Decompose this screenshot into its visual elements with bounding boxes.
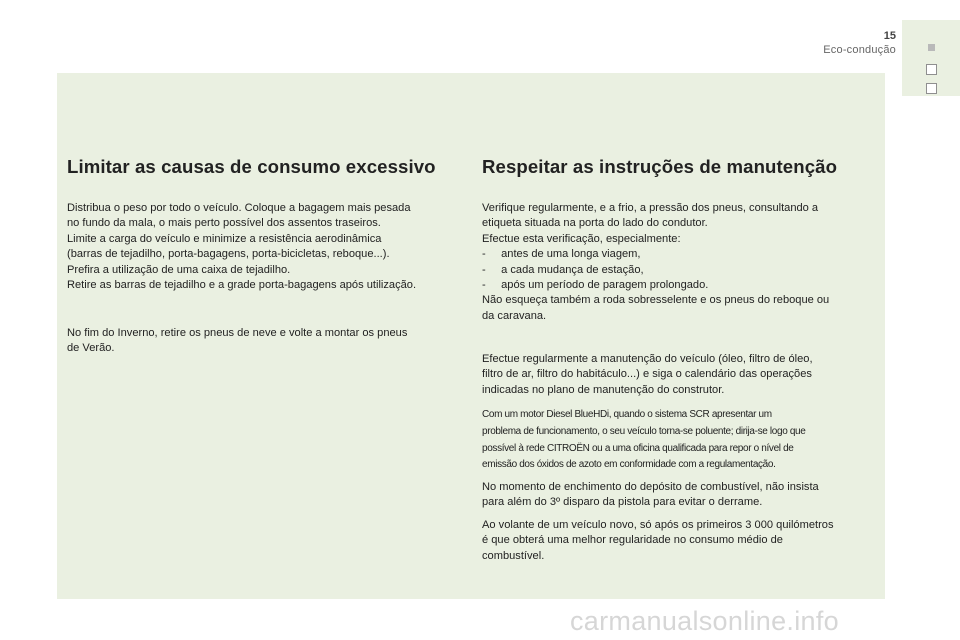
text-line: indicadas no plano de manutenção do construtor. xyxy=(482,383,725,396)
list-item: - após um período de paragem prolongado. xyxy=(482,279,709,292)
text-line: Distribua o peso por todo o veículo. Coloque a bagagem mais pesada xyxy=(67,202,411,214)
tab-marker-empty xyxy=(926,64,937,75)
paragraph xyxy=(67,326,407,357)
text-line: Com um motor Diesel BlueHDi, quando o sistema SCR apresentar um xyxy=(482,409,772,420)
text-line: problema de funcionamento, o seu veículo torna-se poluente; dirija-se logo que xyxy=(482,425,806,437)
text-line: (barras de tejadilho, porta-bagagens, porta-bicicletas, reboque...). xyxy=(67,248,390,261)
text-line: Prefira a utilização de uma caixa de tejadilho. xyxy=(67,263,291,276)
text-line: etiqueta situada na porta do lado do condutor. xyxy=(482,217,708,230)
text-line: de Verão. xyxy=(67,342,115,355)
section-label: Eco-condução xyxy=(823,44,896,56)
text-line: emissão dos óxidos de azoto em conformidade com a regulamentação. xyxy=(482,459,776,471)
text-line: combustível. xyxy=(482,549,545,562)
paragraph xyxy=(482,201,829,324)
text-line: no fundo da mala, o mais perto possível dos assentos traseiros. xyxy=(67,217,381,230)
text-line: para além do 3º disparo da pistola para evitar o derrame. xyxy=(482,496,763,509)
text-line: possível à rede CITROËN ou a uma oficina qualificada para repor o nível de xyxy=(482,442,794,454)
paragraph xyxy=(67,201,416,293)
left-column xyxy=(67,155,467,355)
watermark: carmanualsonline.info xyxy=(570,606,839,636)
text-line: filtro de ar, filtro do habitáculo...) e siga o calendário das operações xyxy=(482,368,812,381)
tab-marker-empty xyxy=(926,83,937,94)
text-line: No fim do Inverno, retire os pneus de neve e volte a montar os pneus xyxy=(67,327,408,339)
section-heading: Limitar as causas de consumo excessivo xyxy=(67,156,436,177)
text-line: No momento de enchimento do depósito de combustível, não insista xyxy=(482,481,819,493)
text-line: Verifique regularmente, e a frio, a pressão dos pneus, consultando a xyxy=(482,202,819,214)
paragraph xyxy=(482,352,813,398)
text-line: Efectue regularmente a manutenção do veículo (óleo, filtro de óleo, xyxy=(482,353,813,365)
text-line: Limite a carga do veículo e minimize a resistência aerodinâmica xyxy=(67,232,382,245)
text-line: da caravana. xyxy=(482,309,547,322)
list-item: - antes de uma longa viagem, xyxy=(482,248,641,261)
text-line: Retire as barras de tejadilho e a grade porta-bagagens após utilização. xyxy=(67,279,417,292)
section-heading: Respeitar as instruções de manutenção xyxy=(482,156,838,177)
paragraph xyxy=(482,518,834,564)
page-number: 15 xyxy=(883,30,896,42)
text-line: Efectue esta verificação, especialmente: xyxy=(482,232,681,245)
paragraph xyxy=(482,480,819,511)
text-line: Ao volante de um veículo novo, só após os primeiros 3 000 quilómetros xyxy=(482,519,834,531)
tab-marker-filled xyxy=(928,44,935,51)
right-column xyxy=(482,155,880,562)
text-line: é que obterá uma melhor regularidade no consumo médio de xyxy=(482,534,783,547)
list-item: - a cada mudança de estação, xyxy=(482,263,644,276)
note-paragraph xyxy=(482,407,805,474)
text-line: Não esqueça também a roda sobresselente e os pneus do reboque ou xyxy=(482,294,830,307)
